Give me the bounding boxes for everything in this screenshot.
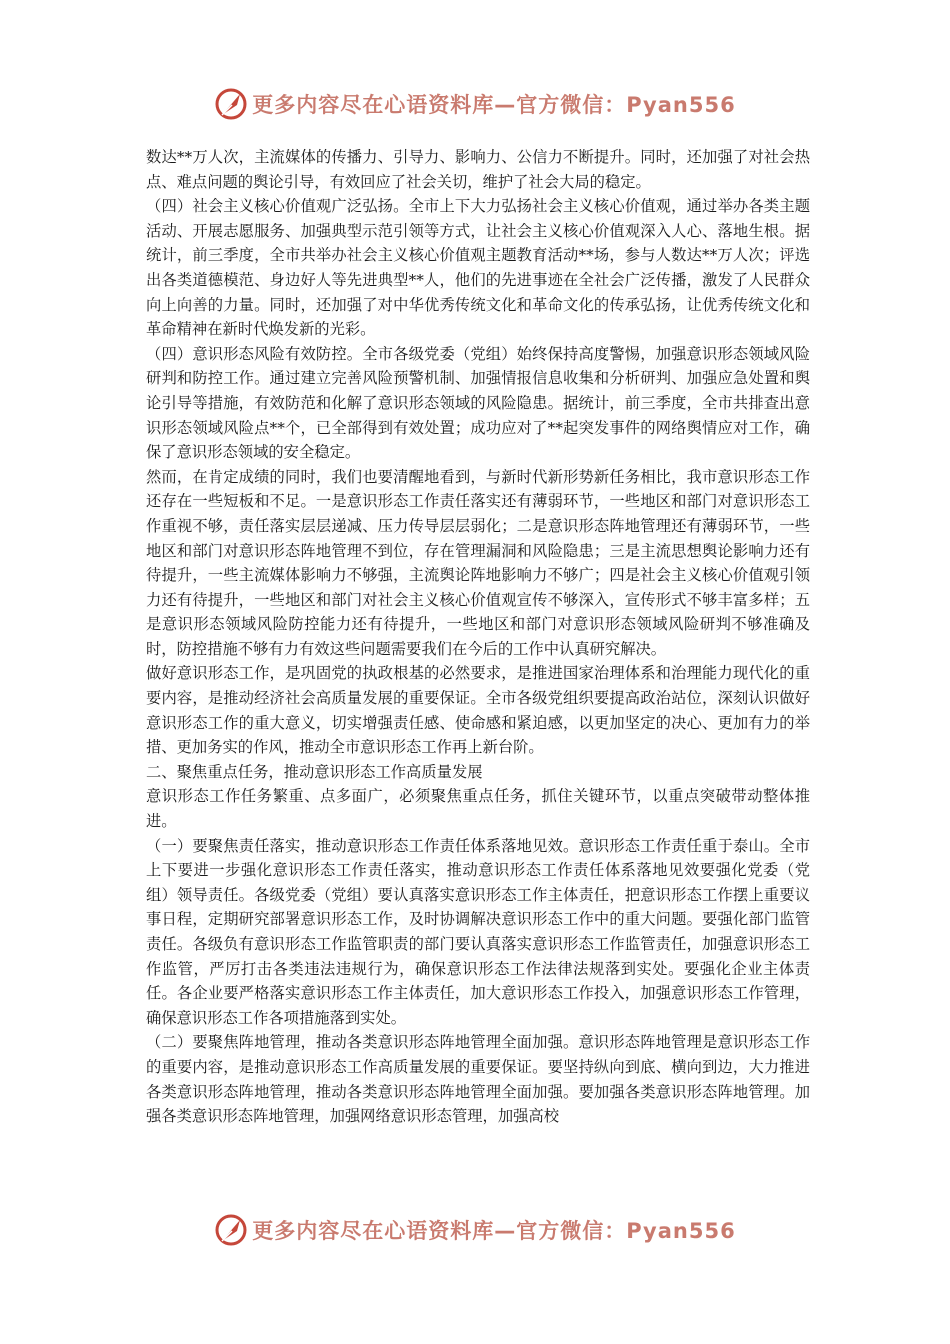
paragraph: （四）意识形态风险有效防控。全市各级党委（党组）始终保持高度警惕，加强意识形态领域风险研判和防控工作。通过建立完善风险预警机制、加强情报信息收集和分析研判、加强应急处置和舆论引导等措施，有效防范和化解了意识形态领域的风险隐患。据统计，前三季度，全市共排查出意识形态领域风险点**个，已全部得到有效处置；成功应对了**起突发事件的网络舆情应对工作，确保了意识形态领域的安全稳定。 xyxy=(146,344,810,462)
footer-banner-text: 更多内容尽在心语资料库—官方微信：Pyan556 xyxy=(252,1219,736,1243)
document-body xyxy=(146,145,810,1129)
paragraph: （一）要聚焦责任落实，推动意识形态工作责任体系落地见效。意识形态工作责任重于泰山。全市上下要进一步强化意识形态工作责任落实，推动意识形态工作责任体系落地见效要强化党委（党组）领导责任。各级党委（党组）要认真落实意识形态工作主体责任，把意识形态工作摆上重要议事日程，定期研究部署意识形态工作，及时协调解决意识形态工作中的重大问题。要强化部门监管责任。各级负有意识形态工作监管职责的部门要认真落实意识形态工作监管责任，加强意识形态工作监管，严厉打击各类违法违规行为，确保意识形态工作法律法规落到实处。要强化企业主体责任。各企业要严格落实意识形态工作主体责任，加大意识形态工作投入，加强意识形态工作管理，确保意识形态工作各项措施落到实处。 xyxy=(146,836,810,1027)
paragraph: 做好意识形态工作，是巩固党的执政根基的必然要求，是推进国家治理体系和治理能力现代化的重要内容，是推动经济社会高质量发展的重要保证。全市各级党组织要提高政治站位，深刻认识做好意识形态工作的重大意义，切实增强责任感、使命感和紧迫感，以更加坚定的决心、更加有力的举措、更加务实的作风，推动全市意识形态工作再上新台阶。 xyxy=(146,664,810,757)
quill-logo-icon xyxy=(214,87,248,121)
paragraph: 然而，在肯定成绩的同时，我们也要清醒地看到，与新时代新形势新任务相比，我市意识形态工作还存在一些短板和不足。一是意识形态工作责任落实还有薄弱环节，一些地区和部门对意识形态工作重视不够，责任落实层层递减、压力传导层层弱化；二是意识形态阵地管理还有薄弱环节，一些地区和部门对意识形态阵地管理不到位，存在管理漏洞和风险隐患；三是主流思想舆论影响力还有待提升，一些主流媒体影响力不够强，主流舆论阵地影响力不够广；四是社会主义核心价值观引领力还有待提升，一些地区和部门对社会主义核心价值观宣传不够深入，宣传形式不够丰富多样；五是意识形态领域风险防控能力还有待提升，一些地区和部门对意识形态领域风险研判不够准确及时，防控措施不够有力有效这些问题需要我们在今后的工作中认真研究解决。 xyxy=(146,467,810,658)
paragraph: （四）社会主义核心价值观广泛弘扬。全市上下大力弘扬社会主义核心价值观，通过举办各类主题活动、开展志愿服务、加强典型示范引领等方式，让社会主义核心价值观深入人心、落地生根。据统计，前三季度，全市共举办社会主义核心价值观主题教育活动**场，参与人数达**万人次；评选出各类道德模范、身边好人等先进典型**人，他们的先进事迹在全社会广泛传播，激发了人民群众向上向善的力量。同时，还加强了对中华优秀传统文化和革命文化的传承弘扬，让优秀传统文化和革命精神在新时代焕发新的光彩。 xyxy=(146,197,810,339)
paragraph: 数达**万人次，主流媒体的传播力、引导力、影响力、公信力不断提升。同时，还加强了对社会热点、难点问题的舆论引导，有效回应了社会关切，维护了社会大局的稳定。 xyxy=(146,148,810,191)
header-banner-text: 更多内容尽在心语资料库—官方微信：Pyan556 xyxy=(252,93,736,117)
paragraph: 意识形态工作任务繁重、点多面广，必须聚焦重点任务，抓住关键环节，以重点突破带动整体推进。 xyxy=(146,787,810,831)
quill-logo-icon xyxy=(214,1213,248,1247)
header-banner xyxy=(0,84,950,124)
paragraph: （二）要聚焦阵地管理，推动各类意识形态阵地管理全面加强。意识形态阵地管理是意识形态工作的重要内容，是推动意识形态工作高质量发展的重要保证。要坚持纵向到底、横向到边，大力推进各类意识形态阵地管理，推动各类意识形态阵地管理全面加强。要加强各类意识形态阵地管理。加强各类意识形态阵地管理，加强网络意识形态管理，加强高校 xyxy=(146,1033,810,1126)
footer-banner xyxy=(0,1210,950,1250)
section-heading: 二、聚焦重点任务，推动意识形态工作高质量发展 xyxy=(146,762,483,781)
